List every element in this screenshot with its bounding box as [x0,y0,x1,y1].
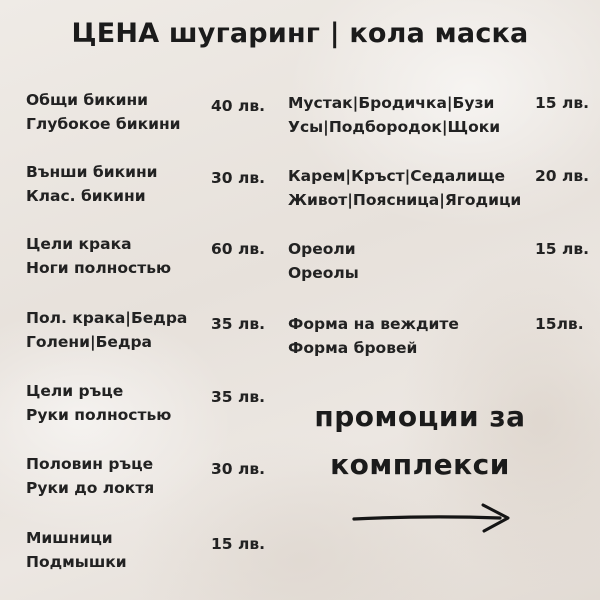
list-item-brows [288,312,459,360]
item-price: 30 лв. [211,169,266,187]
item-price: 30 лв. [211,460,266,478]
item-name: Половин ръце [26,455,154,473]
list-item-legs-full [26,232,171,280]
item-name-translation: Усы|Подбородок|Щоки [288,118,501,136]
list-item-areola [288,237,359,285]
item-name: Форма на веждите [288,315,459,333]
item-price: 15 лв. [211,535,266,553]
item-price: 35 лв. [211,388,266,406]
item-price: 20 лв. [535,167,590,185]
list-item-face [288,91,500,139]
promo-line-2: комплекси [330,448,510,481]
item-price: 60 лв. [211,240,266,258]
item-price: 15лв. [535,315,584,333]
item-price: 15 лв. [535,240,590,258]
list-item-underarms [26,526,127,574]
list-item-legs-half [26,306,187,354]
page-title: ЦЕНА шугаринг | кола маска [71,18,529,49]
item-name-translation: Голени|Бедра [26,333,153,351]
item-name: Мишници [26,529,113,547]
list-item-bikini-outer [26,160,158,208]
item-name: Общи бикини [26,91,149,109]
item-name-translation: Ноги полностью [26,259,172,277]
item-name-translation: Клас. бикини [26,187,146,205]
item-price: 40 лв. [211,97,266,115]
list-item-bikini-full [26,88,181,136]
item-name-translation: Ореолы [288,264,359,282]
item-name: Цели крака [26,235,132,253]
item-name: Цели ръце [26,382,124,400]
item-name: Външи бикини [26,163,158,181]
item-name-translation: Руки до локтя [26,479,155,497]
item-name: Мустак|Бродичка|Бузи [288,94,495,112]
item-name: Карем|Кръст|Седалище [288,167,506,185]
item-name-translation: Глубокое бикини [26,115,181,133]
item-name-translation: Форма бровей [288,339,418,357]
list-item-arms-full [26,379,171,427]
item-name: Пол. крака|Бедра [26,309,188,327]
list-item-arms-half [26,452,154,500]
item-name-translation: Руки полностью [26,406,172,424]
item-name: Ореоли [288,240,356,258]
item-name-translation: Живот|Поясница|Ягодици [288,191,522,209]
arrow-right-icon [350,500,515,536]
item-price: 35 лв. [211,315,266,333]
item-price: 15 лв. [535,94,590,112]
list-item-body [288,164,521,212]
item-name-translation: Подмышки [26,553,127,571]
promo-line-1: промоции за [314,400,526,433]
